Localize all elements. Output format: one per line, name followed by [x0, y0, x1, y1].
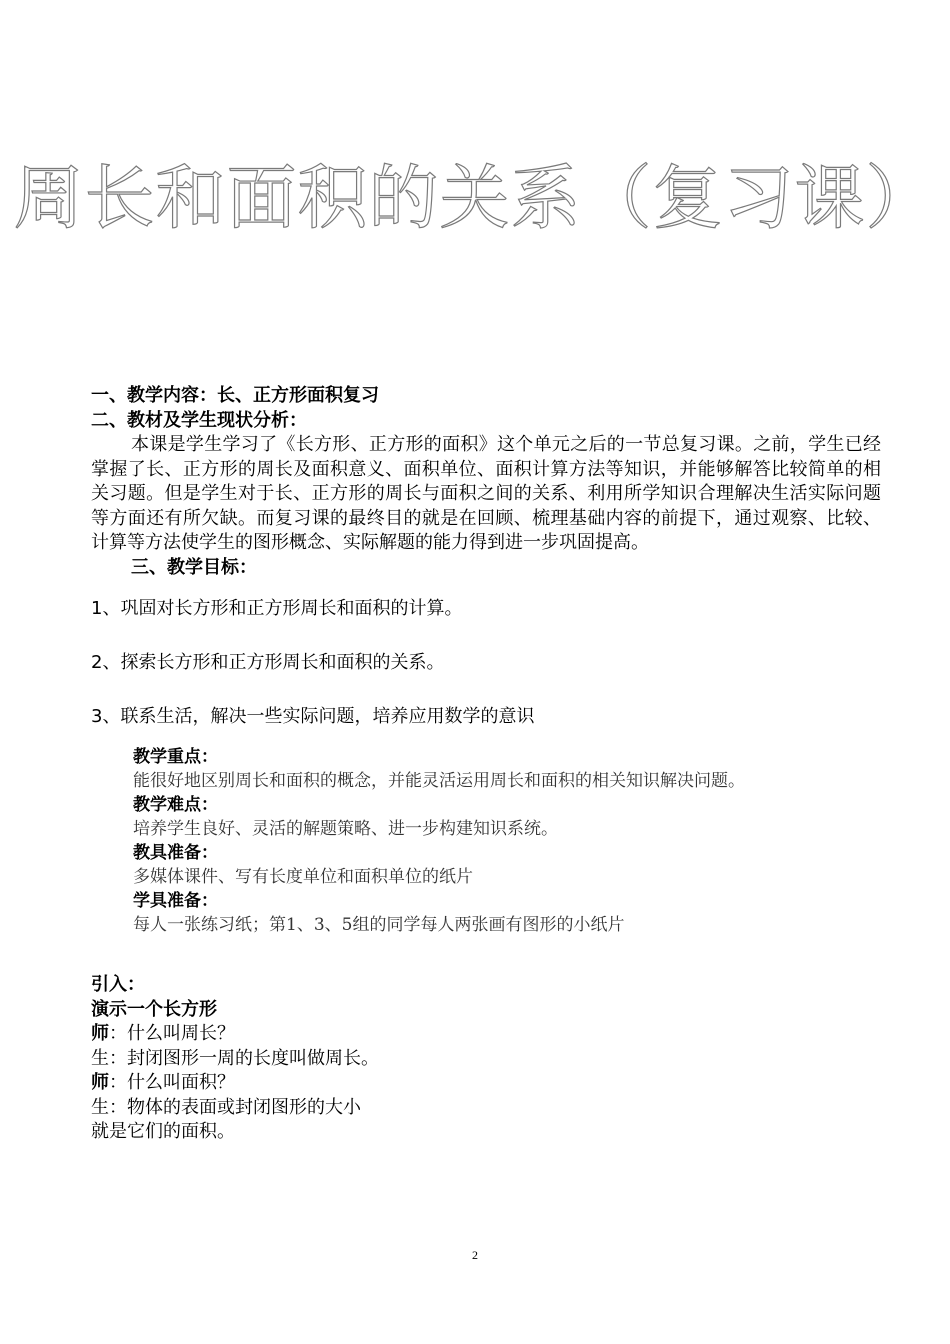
key-points-text: 能很好地区别周长和面积的概念，并能灵活运用周长和面积的相关知识解决问题。 — [133, 771, 745, 791]
page-number: 2 — [472, 1248, 478, 1262]
teacher-tools-text: 多媒体课件、写有长度单位和面积单位的纸片 — [133, 867, 473, 887]
intro-label: 引入： — [91, 974, 145, 995]
document-title: 周长和面积的关系（复习课） — [13, 157, 937, 239]
dialogue-line: 生：封闭图形一周的长度叫做周长。 — [91, 1047, 379, 1069]
dialogue-line: 生：物体的表面或封闭图形的大小 — [91, 1096, 361, 1118]
analysis-paragraph: 本课是学生学习了《长方形、正方形的面积》这个单元之后的一节总复习课。之前，学生已经掌握了长、正方形的周长及面积意义、面积单位、面积计算方法等知识，并能够解答比较简单的相关习题。但是学生对于长、正方形的周长与面积之间的关系、利用所学知识合理解决生活实际问题等方面还有所欠缺。而复习课的最终目的就是在回顾、梳理基础内容的前提下，通过观察、比较、计算等方法使学生的图形概念、实际解题的能力得到进一步巩固提高。 — [91, 434, 881, 553]
section-analysis-heading: 二、教材及学生现状分析： — [91, 409, 307, 431]
demo-line: 演示一个长方形 — [91, 998, 217, 1020]
goal-item-3: 3、联系生活，解决一些实际问题，培养应用数学的意识 — [91, 706, 535, 727]
teacher-tools-label: 教具准备： — [133, 843, 218, 863]
section-teaching-content: 一、教学内容：长、正方形面积复习 — [91, 385, 379, 406]
difficulties-label: 教学难点： — [133, 795, 218, 815]
key-points-label: 教学重点： — [133, 747, 218, 767]
goal-item-2: 2、探索长方形和正方形周长和面积的关系。 — [91, 652, 445, 673]
dialogue-line: 师：什么叫周长？ — [91, 1023, 235, 1044]
student-tools-label: 学具准备： — [133, 891, 218, 911]
document-body — [91, 384, 881, 1145]
dialogue-tail: 就是它们的面积。 — [91, 1121, 235, 1142]
student-tools-text: 每人一张练习纸；第1、3、5组的同学每人两张画有图形的小纸片 — [133, 915, 625, 935]
dialogue-line: 师：什么叫面积？ — [91, 1072, 235, 1093]
section-goals-heading: 三、教学目标： — [131, 556, 257, 578]
difficulties-text: 培养学生良好、灵活的解题策略、进一步构建知识系统。 — [133, 819, 558, 839]
goal-item-1: 1、巩固对长方形和正方形周长和面积的计算。 — [91, 598, 463, 619]
